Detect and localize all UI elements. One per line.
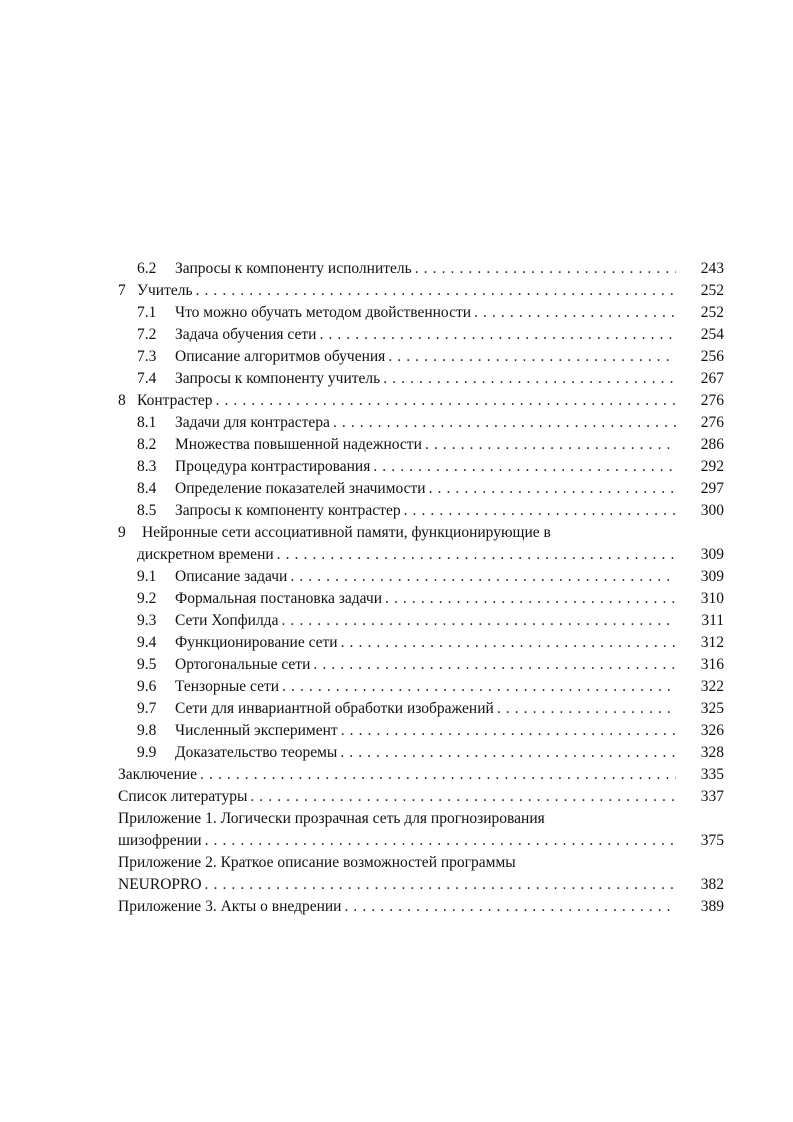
page-number: 325 xyxy=(700,700,724,717)
section-title: Задача обучения сети xyxy=(175,326,317,343)
dot-leader xyxy=(474,302,676,324)
toc-entry[interactable] xyxy=(118,280,724,302)
page-number: 335 xyxy=(700,766,724,783)
toc-entry[interactable] xyxy=(118,390,724,412)
dot-leader xyxy=(341,632,676,654)
section-title: Описание алгоритмов обучения xyxy=(175,348,386,365)
chapter-title-line1: Нейронные сети ассоциативной памяти, функционирующие в xyxy=(142,524,551,541)
page-number: 309 xyxy=(700,546,724,563)
page-number: 256 xyxy=(700,348,724,365)
section-number: 8.3 xyxy=(137,458,157,475)
section-title: Приложение 3. Акты о внедрении xyxy=(118,898,342,915)
page-number: 375 xyxy=(700,832,724,849)
toc-entry-appendix-1[interactable] xyxy=(118,808,724,830)
toc-entry[interactable] xyxy=(118,368,724,390)
section-title: Процедура контрастирования xyxy=(175,458,371,475)
page-number: 337 xyxy=(700,788,724,805)
chapter-title-line2: дискретном времени xyxy=(137,546,274,563)
section-title: Функционирование сети xyxy=(175,634,338,651)
section-number: 9.7 xyxy=(137,700,157,717)
section-number: 9.9 xyxy=(137,744,157,761)
section-title: Множества повышенной надежности xyxy=(175,436,422,453)
toc-entry[interactable] xyxy=(118,786,724,808)
table-of-contents xyxy=(118,258,724,918)
toc-entry-continuation[interactable] xyxy=(118,874,724,896)
page-number: 322 xyxy=(700,678,724,695)
section-title: Доказательство теоремы xyxy=(175,744,338,761)
section-title: Что можно обучать методом двойственности xyxy=(175,304,472,321)
page-number: 243 xyxy=(700,260,724,277)
toc-entry[interactable] xyxy=(118,434,724,456)
toc-entry[interactable] xyxy=(118,610,724,632)
toc-entry[interactable] xyxy=(118,324,724,346)
page-number: 312 xyxy=(700,634,724,651)
chapter-number: 7 xyxy=(118,282,126,299)
toc-entry[interactable] xyxy=(118,698,724,720)
section-number: 9.6 xyxy=(137,678,157,695)
dot-leader xyxy=(205,874,676,896)
dot-leader xyxy=(250,786,676,808)
section-number: 7.4 xyxy=(137,370,157,387)
dot-leader xyxy=(290,566,676,588)
section-title: Ортогональные сети xyxy=(175,656,311,673)
section-number: 7.2 xyxy=(137,326,157,343)
toc-entry[interactable] xyxy=(118,456,724,478)
section-number: 7.1 xyxy=(137,304,157,321)
dot-leader xyxy=(281,610,676,632)
page-number: 254 xyxy=(700,326,724,343)
toc-entry[interactable] xyxy=(118,676,724,698)
toc-entry-continuation[interactable] xyxy=(118,830,724,852)
toc-entry[interactable] xyxy=(118,654,724,676)
page-number: 267 xyxy=(700,370,724,387)
page-number: 309 xyxy=(700,568,724,585)
dot-leader xyxy=(340,742,676,764)
dot-leader xyxy=(205,830,676,852)
toc-entry[interactable] xyxy=(118,478,724,500)
page-number: 389 xyxy=(700,898,724,915)
chapter-title: Контрастер xyxy=(137,392,213,409)
toc-entry[interactable] xyxy=(118,412,724,434)
dot-leader xyxy=(404,500,676,522)
toc-entry[interactable] xyxy=(118,302,724,324)
toc-entry[interactable] xyxy=(118,346,724,368)
section-title: Запросы к компоненту исполнитель xyxy=(175,260,412,277)
page-number: 276 xyxy=(700,414,724,431)
dot-leader xyxy=(497,698,676,720)
dot-leader xyxy=(200,764,676,786)
chapter-number: 9 xyxy=(118,524,126,541)
dot-leader xyxy=(277,544,676,566)
section-number: 8.4 xyxy=(137,480,157,497)
section-title: Численный эксперимент xyxy=(175,722,338,739)
appendix-title-line1: Приложение 2. Краткое описание возможностей программы xyxy=(118,854,516,871)
page-number: 297 xyxy=(700,480,724,497)
dot-leader xyxy=(341,720,676,742)
toc-entry[interactable] xyxy=(118,500,724,522)
dot-leader xyxy=(282,676,676,698)
toc-entry[interactable] xyxy=(118,258,724,280)
page-number: 252 xyxy=(700,282,724,299)
section-number: 8.5 xyxy=(137,502,157,519)
section-number: 6.2 xyxy=(137,260,157,277)
dot-leader xyxy=(388,346,676,368)
section-title: Список литературы xyxy=(118,788,248,805)
section-number: 9.2 xyxy=(137,590,157,607)
section-title: Запросы к компоненту контрастер xyxy=(175,502,401,519)
section-title: Сети для инвариантной обработки изображений xyxy=(175,700,494,717)
chapter-number: 8 xyxy=(118,392,126,409)
section-title: Формальная постановка задачи xyxy=(175,590,383,607)
dot-leader xyxy=(373,456,676,478)
section-number: 9.4 xyxy=(137,634,157,651)
page-number: 328 xyxy=(700,744,724,761)
toc-entry-chapter-9[interactable] xyxy=(118,522,724,544)
section-number: 8.1 xyxy=(137,414,157,431)
toc-entry[interactable] xyxy=(118,588,724,610)
section-number: 9.8 xyxy=(137,722,157,739)
dot-leader xyxy=(344,896,676,918)
section-number: 8.2 xyxy=(137,436,157,453)
page-number: 316 xyxy=(700,656,724,673)
page-number: 311 xyxy=(701,612,724,629)
toc-entry[interactable] xyxy=(118,720,724,742)
dot-leader xyxy=(333,412,676,434)
page-number: 300 xyxy=(700,502,724,519)
section-number: 9.3 xyxy=(137,612,157,629)
dot-leader xyxy=(429,478,676,500)
toc-entry-continuation[interactable] xyxy=(118,544,724,566)
toc-entry[interactable] xyxy=(118,896,724,918)
section-title: Описание задачи xyxy=(175,568,288,585)
toc-entry-appendix-2[interactable] xyxy=(118,852,724,874)
section-title: Сети Хопфилда xyxy=(175,612,279,629)
page-number: 286 xyxy=(700,436,724,453)
section-title: Запросы к компоненту учитель xyxy=(175,370,381,387)
toc-entry[interactable] xyxy=(118,764,724,786)
dot-leader xyxy=(415,258,676,280)
appendix-title-line1: Приложение 1. Логически прозрачная сеть для прогнозирования xyxy=(118,810,545,827)
dot-leader xyxy=(319,324,676,346)
page-number: 310 xyxy=(700,590,724,607)
dot-leader xyxy=(385,588,676,610)
page-number: 252 xyxy=(700,304,724,321)
toc-entry[interactable] xyxy=(118,742,724,764)
page-number: 382 xyxy=(700,876,724,893)
section-title: Заключение xyxy=(118,766,198,783)
section-number: 9.1 xyxy=(137,568,157,585)
dot-leader xyxy=(383,368,676,390)
dot-leader xyxy=(216,390,677,412)
page-number: 276 xyxy=(700,392,724,409)
dot-leader xyxy=(196,280,676,302)
dot-leader xyxy=(425,434,676,456)
section-title: Определение показателей значимости xyxy=(175,480,426,497)
toc-entry[interactable] xyxy=(118,632,724,654)
chapter-title: Учитель xyxy=(137,282,193,299)
section-number: 9.5 xyxy=(137,656,157,673)
section-number: 7.3 xyxy=(137,348,157,365)
appendix-title-line2: шизофрении xyxy=(118,832,202,849)
dot-leader xyxy=(313,654,676,676)
appendix-title-line2: NEUROPRO xyxy=(118,876,202,893)
toc-entry[interactable] xyxy=(118,566,724,588)
page-number: 292 xyxy=(700,458,724,475)
section-title: Тензорные сети xyxy=(175,678,280,695)
section-title: Задачи для контрастера xyxy=(175,414,330,431)
page-number: 326 xyxy=(700,722,724,739)
